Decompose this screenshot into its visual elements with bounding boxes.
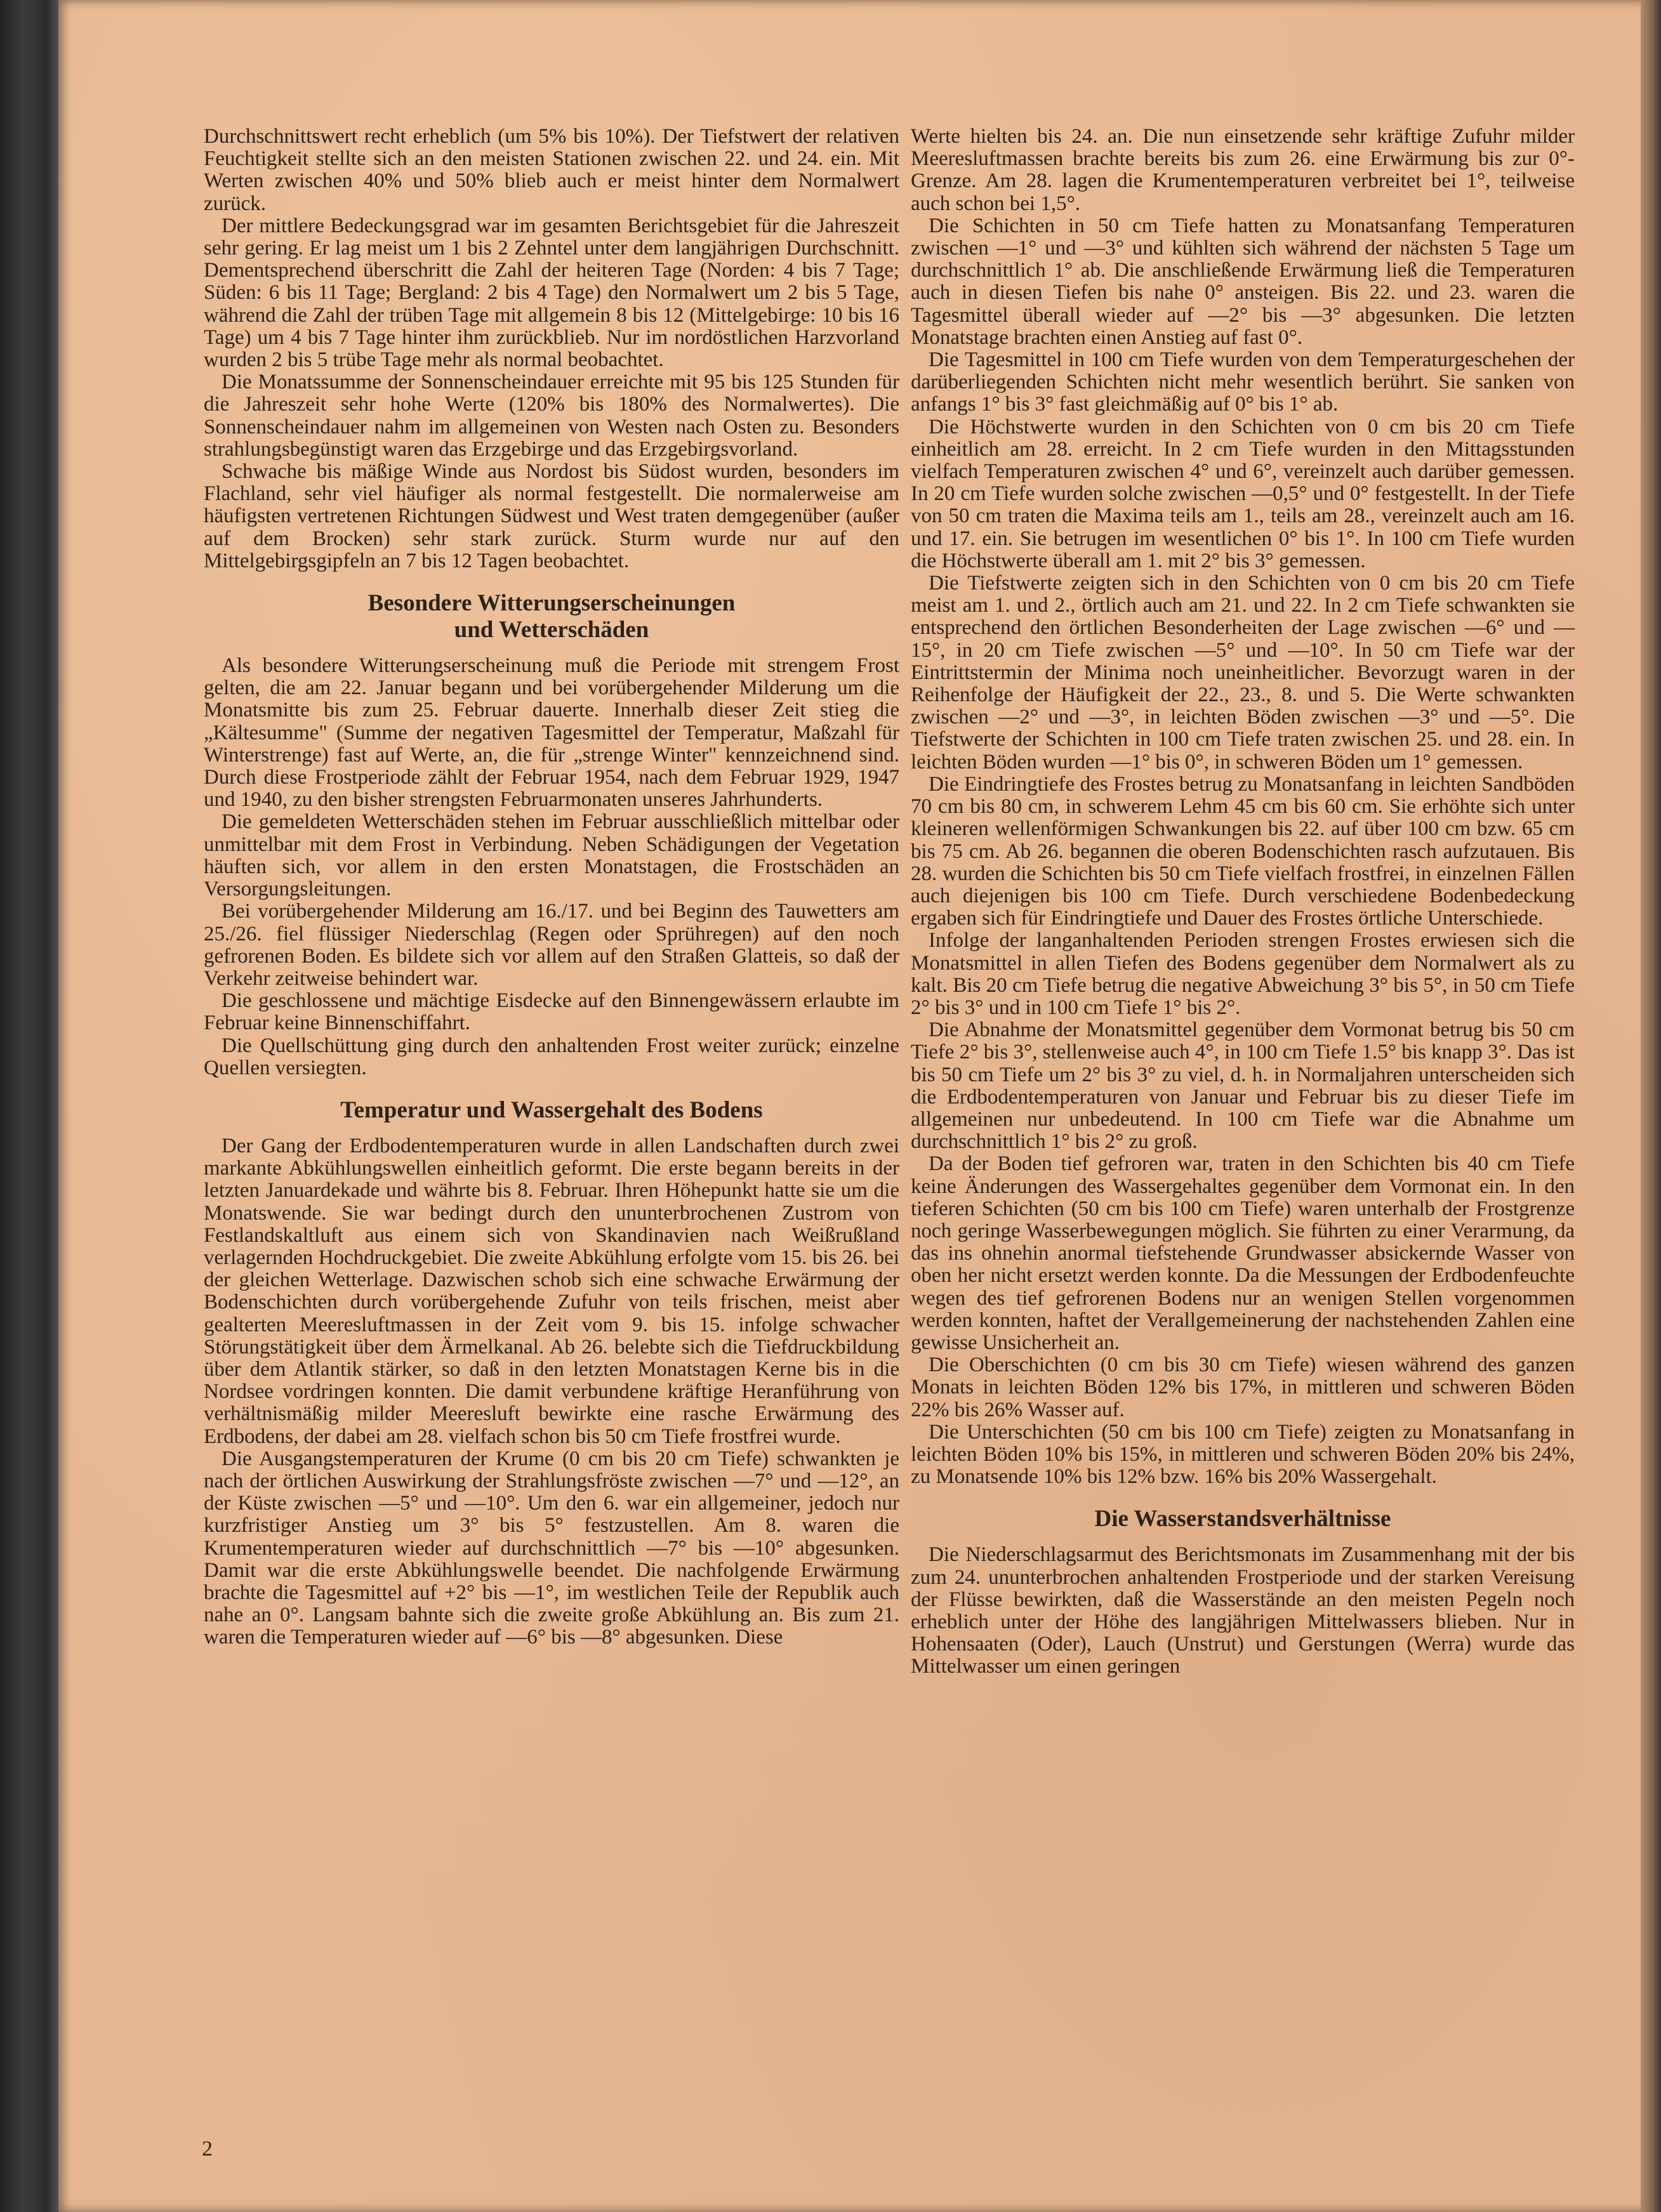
paragraph: Die Monatssumme der Sonnenscheindauer erreichte mit 95 bis 125 Stunden für die Jahreszeit sehr hohe Werte (120% bis 180% des Normalwertes). Die Sonnenscheindauer nahm im allgemeinen von Westen nach Osten zu. Besonders strahlungsbegünstigt waren das Erzgebirge und das Erzgebirgsvorland.	[204, 371, 899, 461]
paragraph: Die geschlossene und mächtige Eisdecke auf den Binnengewässern erlaubte im Februar keine Binnenschiffahrt.	[204, 989, 899, 1035]
paragraph: Infolge der langanhaltenden Perioden strengen Frostes erwiesen sich die Monatsmittel in allen Tiefen des Bodens gegenüber dem Normalwert als zu kalt. Bis 20 cm Tiefe betrug die negative Abweichung 3° bis 5°, in 50 cm Tiefe 2° bis 3° und in 100 cm Tiefe 1° bis 2°.	[911, 929, 1575, 1019]
text-column-left	[204, 126, 899, 1649]
paragraph: Die Schichten in 50 cm Tiefe hatten zu Monatsanfang Temperaturen zwischen —1° und —3° und kühlten sich während der nächsten 5 Tage um durchschnittlich 1° ab. Die anschließende Erwärmung ließ die Temperaturen auch in diesen Tiefen bis nahe 0° ansteigen. Bis 22. und 23. waren die Tagesmittel überall wieder auf —2° bis —3° abgesunken. Die letzten Monatstage brachten einen Anstieg auf fast 0°.	[911, 214, 1575, 349]
book-spine	[0, 0, 58, 2212]
paragraph: Als besondere Witterungserscheinung muß die Periode mit strengem Frost gelten, die am 22. Januar begann und bei vorübergehender Milderung um die Monatsmitte bis zum 25. Februar dauerte. Innerhalb dieser Zeit stieg die „Kältesumme" (Summe der negativen Tagesmittel der Temperatur, Maßzahl für Winterstrenge) fast auf Werte, an, die für „strenge Winter" kennzeichnend sind. Durch diese Frostperiode zählt der Februar 1954, nach dem Februar 1929, 1947 und 1940, zu den bisher strengsten Februarmonaten unseres Jahrhunderts.	[204, 654, 899, 812]
paragraph: Die Unterschichten (50 cm bis 100 cm Tiefe) zeigten zu Monatsanfang in leichten Böden 10% bis 15%, in mittleren und schweren Böden 20% bis 24%, zu Monatsende 10% bis 12% bzw. 16% bis 20% Wassergehalt.	[911, 1420, 1575, 1489]
paragraph: Die Höchstwerte wurden in den Schichten von 0 cm bis 20 cm Tiefe einheitlich am 28. erreicht. In 2 cm Tiefe wurden in den Mittagsstunden vielfach Temperaturen zwischen 4° und 6°, vereinzelt auch darüber gemessen. In 20 cm Tiefe wurden solche zwischen —0,5° und 0° festgestellt. In der Tiefe von 50 cm traten die Maxima teils am 1., teils am 28., vereinzelt auch am 16. und 17. ein. Sie betrugen im wesentlichen 0° bis 1°. In 100 cm Tiefe wurden die Höchstwerte überall am 1. mit 2° bis 3° gemessen.	[911, 415, 1575, 572]
paragraph: Die Eindringtiefe des Frostes betrug zu Monatsanfang in leichten Sandböden 70 cm bis 80 cm, in schwerem Lehm 45 cm bis 60 cm. Sie erhöhte sich unter kleineren wellenförmigen Schwankungen bis 22. auf über 100 cm bzw. 65 cm bis 75 cm. Ab 26. begannen die oberen Bodenschichten rasch aufzutauen. Bis 28. wurden die Schichten bis 50 cm Tiefe vielfach frostfrei, in einzelnen Fällen auch diejenigen bis 100 cm Tiefe. Durch verschiedene Bodenbedeckung ergaben sich für Eindringtiefe und Dauer des Frostes örtliche Unterschiede.	[911, 772, 1575, 930]
text-column-right	[911, 126, 1575, 1678]
paragraph: Durchschnittswert recht erheblich (um 5% bis 10%). Der Tiefstwert der relativen Feuchtigkeit stellte sich an den meisten Stationen zwischen 22. und 24. ein. Mit Werten zwischen 40% und 50% blieb auch er meist hinter dem Normalwert zurück.	[204, 125, 899, 215]
paragraph: Der mittlere Bedeckungsgrad war im gesamten Berichtsgebiet für die Jahreszeit sehr gering. Er lag meist um 1 bis 2 Zehntel unter dem langjährigen Durchschnitt. Dementsprechend überschritt die Zahl der heiteren Tage (Norden: 4 bis 7 Tage; Süden: 6 bis 11 Tage; Bergland: 2 bis 4 Tage) den Normalwert um 2 bis 5 Tage, während die Zahl der trüben Tage mit allgemein 8 bis 12 (Mittelgebirge: 10 bis 16 Tage) um 4 bis 7 Tage hinter ihm zurückblieb. Nur im nordöstlichen Harzvorland wurden 2 bis 5 trübe Tage mehr als normal beobachtet.	[204, 214, 899, 372]
paragraph: Die Tagesmittel in 100 cm Tiefe wurden von dem Temperaturgeschehen der darüberliegenden Schichten nicht mehr wesentlich berührt. Sie sanken von anfangs 1° bis 3° fast gleichmäßig auf 0° bis 1° ab.	[911, 348, 1575, 416]
section-heading-water-levels: Die Wasserstandsverhältnisse	[1094, 1506, 1391, 1532]
page-number: 2	[202, 2137, 213, 2161]
paragraph: Die Quellschüttung ging durch den anhaltenden Frost weiter zurück; einzelne Quellen versiegten.	[204, 1034, 899, 1079]
paragraph: Die Niederschlagsarmut des Berichtsmonats im Zusammenhang mit der bis zum 24. ununterbrochen anhaltenden Frostperiode und der starken Vereisung der Flüsse bewirkten, daß die Wasserstände an den meisten Pegeln noch erheblich unter der Höhe des langjährigen Mittelwassers blieben. Nur in Hohensaaten (Oder), Lauch (Unstrut) und Gerstungen (Werra) wurde das Mittelwasser um einen geringen	[911, 1543, 1575, 1678]
paragraph: Der Gang der Erdbodentemperaturen wurde in allen Landschaften durch zwei markante Abkühlungswellen einheitlich geformt. Die erste begann bereits in der letzten Januardekade und währte bis 8. Februar. Ihren Höhepunkt hatte sie um die Monatswende. Sie war bedingt durch den ununterbrochenen Zustrom von Festlandskaltluft aus einem sich von Skandinavien nach Weißrußland verlagernden Hochdruckgebiet. Die zweite Abkühlung erfolgte vom 15. bis 26. bei der gleichen Wetterlage. Dazwischen schob sich eine schwache Erwärmung der Bodenschichten durch vorübergehende Zufuhr von teils frischen, meist aber gealterten Meeresluftmassen in der Zeit vom 9. bis 15. infolge schwacher Störungstätigkeit über dem Ärmelkanal. Ab 26. belebte sich die Tiefdruckbildung über dem Atlantik stärker, so daß in den letzten Monatstagen Kerne bis in die Nordsee vordringen konnten. Die damit verbundene kräftige Heranführung von verhältnismäßig milder Meeresluft bewirkte eine rasche Erwärmung des Erdbodens, der dabei am 28. vielfach schon bis 50 cm Tiefe frostfrei wurde.	[204, 1134, 899, 1448]
paragraph: Die gemeldeten Wetterschäden stehen im Februar ausschließlich mittelbar oder unmittelbar mit dem Frost in Verbindung. Neben Schädigungen der Vegetation häuften sich, vor allem in den ersten Monatstagen, die Frostschäden an Versorgungsleitungen.	[204, 810, 899, 901]
paragraph: Die Abnahme der Monatsmittel gegenüber dem Vormonat betrug bis 50 cm Tiefe 2° bis 3°, stellenweise auch 4°, in 100 cm Tiefe 1.5° bis knapp 3°. Das ist bis 50 cm Tiefe um 2° bis 3° zu viel, d. h. in Normaljahren unterscheiden sich die Erdbodentemperaturen von Januar und Februar bis zu dieser Tiefe im allgemeinen nur unbedeutend. In 100 cm Tiefe war die Abnahme um durchschnittlich 1° bis 2° zu groß.	[911, 1018, 1575, 1154]
paragraph: Da der Boden tief gefroren war, traten in den Schichten bis 40 cm Tiefe keine Änderungen des Wassergehaltes gegenüber dem Vormonat ein. In den tieferen Schichten (50 cm bis 100 cm Tiefe) waren unterhalb der Frostgrenze noch geringe Wasserbewegungen möglich. Sie führten zu einer Verarmung, da das ins ohnehin anormal tiefstehende Grundwasser absickernde Wasser von oben her nicht ersetzt werden konnte. Da die Messungen der Erdbodenfeuchte wegen des tief gefrorenen Bodens nur an wenigen Stellen vorgenommen werden konnten, haftet der Verallgemeinerung der nachstehenden Zahlen eine gewisse Unsicherheit an.	[911, 1152, 1575, 1354]
section-heading-weather-phenomena	[204, 590, 899, 643]
paragraph: Die Oberschichten (0 cm bis 30 cm Tiefe) wiesen während des ganzen Monats in leichten Böden 12% bis 17%, in mittleren und schweren Böden 22% bis 26% Wasser auf.	[911, 1353, 1575, 1421]
paragraph: Die Tiefstwerte zeigten sich in den Schichten von 0 cm bis 20 cm Tiefe meist am 1. und 2., örtlich auch am 21. und 22. In 2 cm Tiefe schwankten sie entsprechend den örtlichen Besonderheiten der Lage zwischen —6° und —15°, in 20 cm Tiefe zwischen —5° und —10°. In 50 cm Tiefe war der Eintrittstermin der Minima noch uneinheitlicher. Bevorzugt waren in der Reihenfolge der Häufigkeit der 22., 23., 8. und 5. Die Werte schwankten zwischen —2° und —3°, in leichten Böden zwischen —3° und —5°. Die Tiefstwerte der Schichten in 100 cm Tiefe traten zwischen 25. und 28. ein. In leichten Böden wurden —1° bis 0°, in schweren Böden um 1° gemessen.	[911, 572, 1575, 774]
page-edge	[1641, 0, 1661, 2212]
paragraph: Werte hielten bis 24. an. Die nun einsetzende sehr kräftige Zufuhr milder Meeresluftmassen brachte bereits bis zum 26. eine Erwärmung bis zur 0°-Grenze. Am 28. lagen die Krumentemperaturen verbreitet bei 1°, teilweise auch schon bei 1,5°.	[911, 125, 1575, 215]
paragraph: Schwache bis mäßige Winde aus Nordost bis Südost wurden, besonders im Flachland, sehr viel häufiger als normal festgestellt. Die normalerweise am häufigsten vertretenen Richtungen Südwest und West traten demgegenüber (außer auf dem Brocken) sehr stark zurück. Sturm wurde nur auf den Mittelgebirgsgipfeln an 7 bis 12 Tagen beobachtet.	[204, 460, 899, 572]
section-heading-soil: Temperatur und Wassergehalt des Bodens	[340, 1096, 763, 1123]
heading-line: und Wetterschäden	[454, 617, 649, 643]
paragraph: Bei vorübergehender Milderung am 16./17. und bei Beginn des Tauwetters am 25./26. fiel flüssiger Niederschlag (Regen oder Sprühregen) auf den noch gefrorenen Boden. Es bildete sich vor allem auf den Straßen Glatteis, so daß der Verkehr zeitweise behindert war.	[204, 900, 899, 990]
paragraph: Die Ausgangstemperaturen der Krume (0 cm bis 20 cm Tiefe) schwankten je nach der örtlichen Auswirkung der Strahlungsfröste zwischen —7° und —12°, an der Küste zwischen —5° und —10°. Um den 6. war ein allgemeiner, jedoch nur kurzfristiger Anstieg um 3° bis 5° festzustellen. Am 8. waren die Krumentemperaturen wieder auf durchschnittlich —7° bis —10° abgesunken. Damit war die erste Abkühlungswelle beendet. Die nachfolgende Erwärmung brachte die Tagesmittel auf +2° bis —1°, im westlichen Teile der Republik auch nahe an 0°. Langsam bahnte sich die zweite große Abkühlung an. Bis zum 21. waren die Temperaturen wieder auf —6° bis —8° abgesunken. Diese	[204, 1447, 899, 1649]
heading-line: Besondere Witterungserscheinungen	[367, 590, 736, 617]
